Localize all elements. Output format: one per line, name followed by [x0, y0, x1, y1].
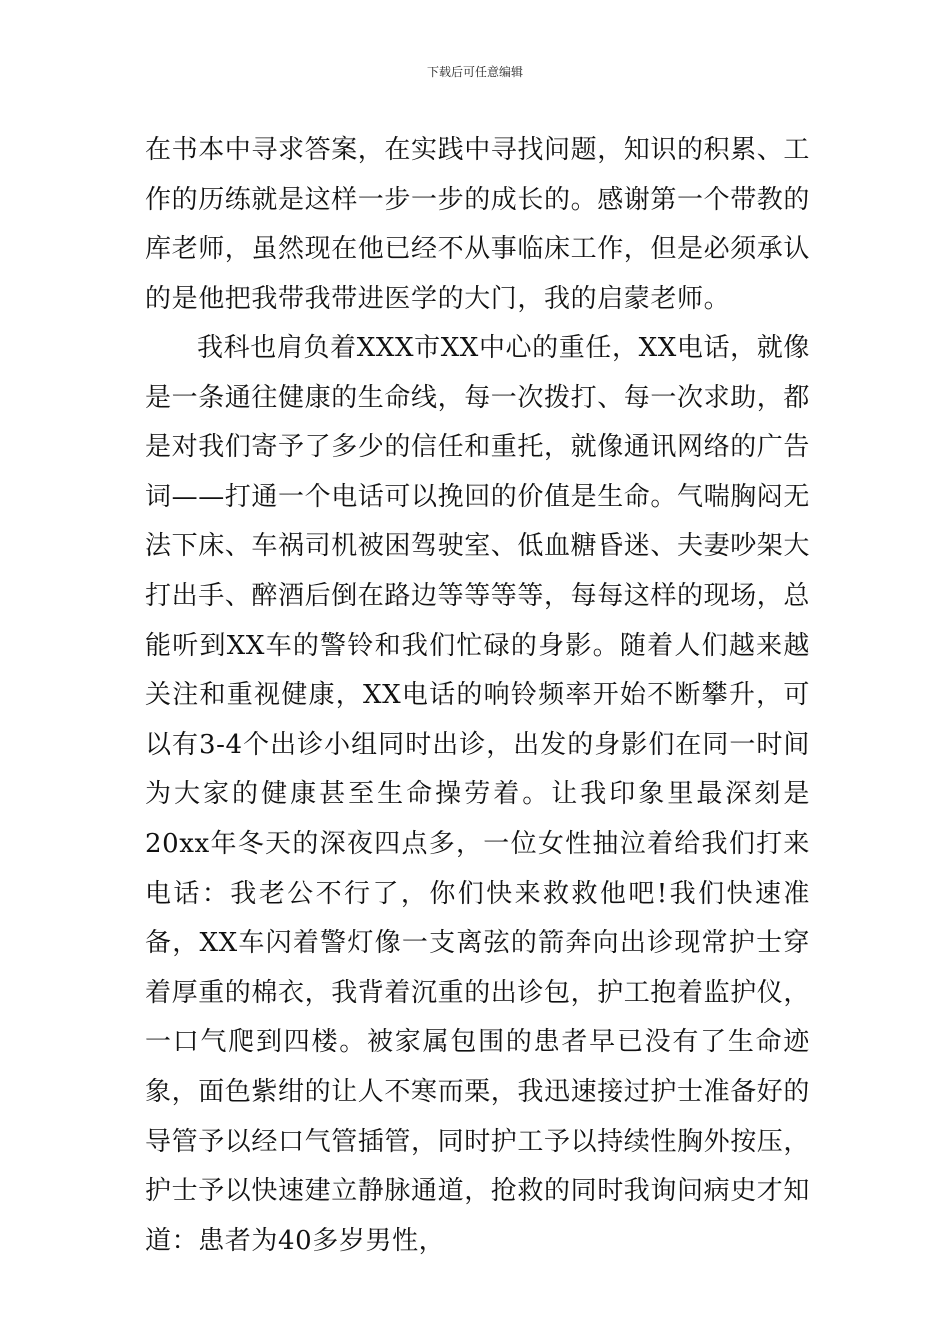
- header-note: 下载后可任意编辑: [426, 65, 523, 79]
- paragraph-2: 我科也肩负着XXX市XX中心的重任，XX电话，就像是一条通往健康的生命线，每一次拨打、每一次求助，都是对我们寄予了多少的信任和重托，就像通讯网络的广告词——打通一个电话可以挽回的价值是生命。气喘胸闷无法下床、车祸司机被困驾驶室、低血糖昏迷、夫妻吵架大打出手、醉酒后倒在路边等等等等，每每这样的现场，总能听到XX车的警铃和我们忙碌的身影。随着人们越来越关注和重视健康，XX电话的响铃频率开始不断攀升，可以有3-4个出诊小组同时出诊，出发的身影们在同一时间为大家的健康甚至生命操劳着。让我印象里最深刻是20xx年冬天的深夜四点多，一位女性抽泣着给我们打来电话：我老公不行了，你们快来救救他吧!我们快速准备，XX车闪着警灯像一支离弦的箭奔向出诊现常护士穿着厚重的棉衣，我背着沉重的出诊包，护工抱着监护仪，一口气爬到四楼。被家属包围的患者早已没有了生命迹象，面色紫绀的让人不寒而栗，我迅速接过护士准备好的导管予以经口气管插管，同时护工予以持续性胸外按压，护士予以快速建立静脉通道，抢救的同时我询问病史才知道：患者为40多岁男性，: [145, 333, 811, 1256]
- paragraph-1: 在书本中寻求答案，在实践中寻找问题，知识的积累、工作的历练就是这样一步一步的成长的。感谢第一个带教的库老师，虽然现在他已经不从事临床工作，但是必须承认的是他把我带我带进医学的大门，我的启蒙老师。: [145, 135, 811, 314]
